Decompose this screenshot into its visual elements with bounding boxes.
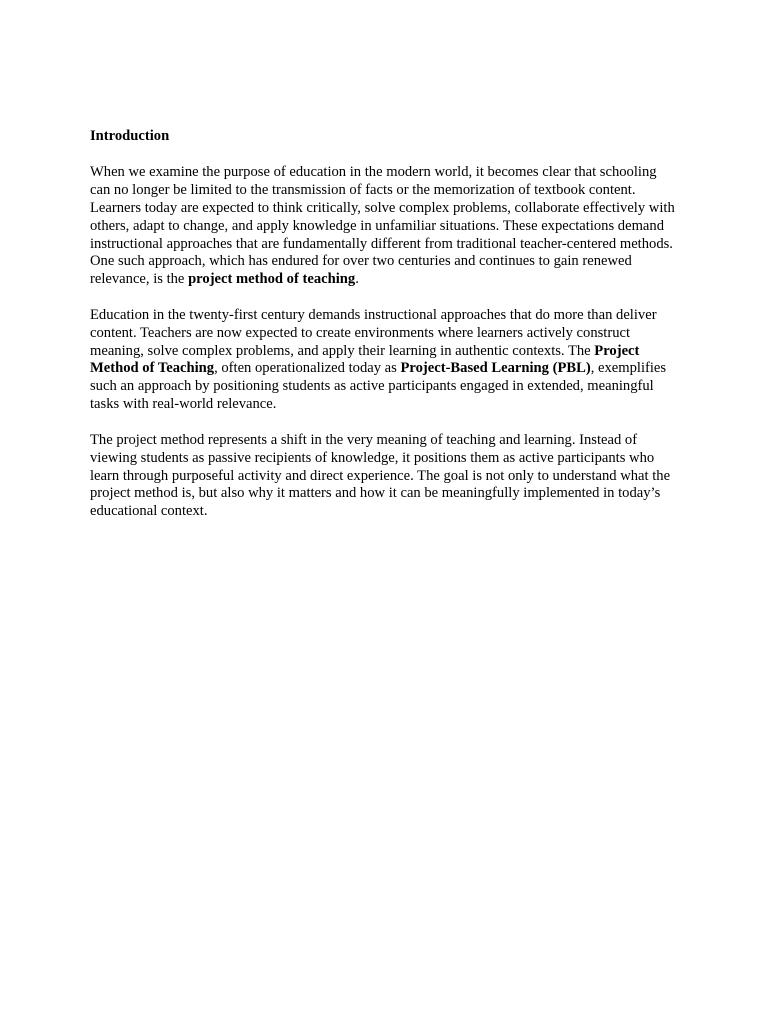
paragraph-3: The project method represents a shift in the very meaning of teaching and learning. Instead of viewing students as passive recipients of knowledge, it positions them as active participants who learn through purposeful activity and direct experience. The goal is not only to understand what the project method is, but also why it matters and how it can be meaningfully implemented in today’s educational context. — [90, 431, 671, 520]
paragraph-2-bold-term-1: Project Method of Teaching — [90, 342, 640, 377]
document-body — [90, 128, 680, 539]
paragraph-1 — [90, 164, 680, 289]
paragraph-1-end: . — [355, 271, 359, 288]
paragraph-1-bold-term: project method of teaching — [188, 271, 356, 288]
paragraph-2-text-1: Education in the twenty-first century demands instructional approaches that do more than deliver content. Teachers are now expected to create environments where learners actively construct meaning, solve complex problems, and apply their learning in authentic contexts. The — [90, 306, 657, 359]
section-heading: Introduction — [90, 128, 170, 144]
paragraph-2-text-3: , exemplifies such an approach by positioning students as active participants engaged in extended, meaningful tasks with real-world relevance. — [90, 360, 667, 413]
paragraph-2 — [90, 307, 680, 414]
paragraph-2-bold-term-2: Project-Based Learning (PBL) — [400, 360, 591, 377]
paragraph-2-text-2: , often operationalized today as — [214, 360, 401, 377]
paragraph-1-text: When we examine the purpose of education in the modern world, it becomes clear that schooling can no longer be limited to the transmission of facts or the memorization of textbook content. Learners today are expected to think critically, solve complex problems, collaborate effectively with others, adapt to change, and apply knowledge in unfamiliar situations. These expectations demand instructional approaches that are fundamentally different from traditional teacher-centered methods. One such approach, which has endured for over two centuries and continues to gain renewed relevance, is the — [90, 163, 675, 288]
